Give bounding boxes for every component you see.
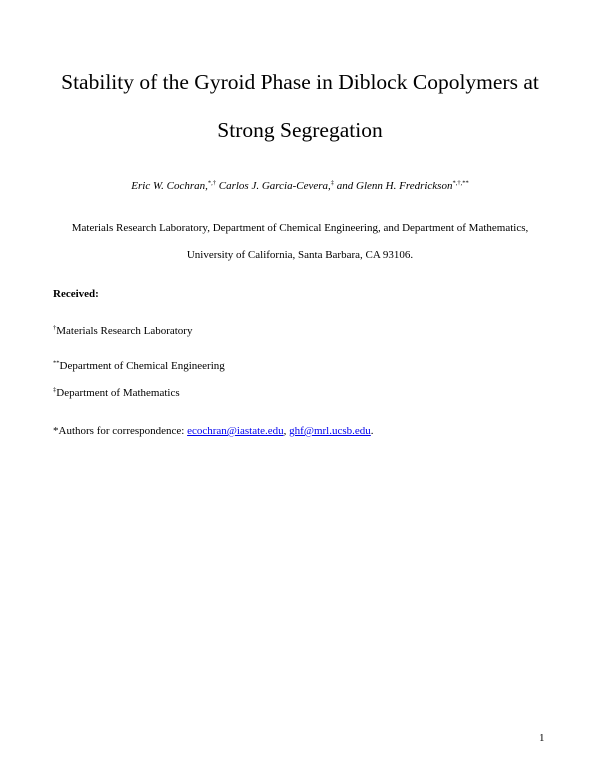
footnote-mark: ‡ — [53, 386, 57, 394]
author-name: Eric W. Cochran, — [131, 180, 208, 192]
correspondence-end: . — [370, 425, 374, 437]
footnote-text: Department of Chemical Engineering — [59, 360, 225, 372]
title-line-2: Strong Segregation — [217, 118, 383, 142]
author-name: Carlos J. Garcia-Cevera, — [218, 180, 331, 192]
footnote — [53, 360, 225, 372]
page-number: 1 — [539, 732, 545, 744]
footnote-text: Department of Mathematics — [56, 387, 180, 399]
footnote-text: Materials Research Laboratory — [56, 325, 193, 337]
received-label: Received: — [53, 288, 99, 300]
affiliation-line-2: University of California, Santa Barbara, CA 93106. — [186, 249, 414, 261]
email-separator: , — [283, 425, 290, 437]
footnote — [53, 325, 192, 337]
affiliation-line-1: Materials Research Laboratory, Department of Chemical Engineering, and Department of Mathematics, — [71, 222, 529, 234]
email-link-ecochran[interactable]: ecochran@iastate.edu — [187, 425, 284, 437]
footnote — [53, 387, 180, 399]
correspondence-label: *Authors for correspondence: — [53, 425, 188, 437]
author-list — [0, 180, 600, 192]
email-link-ghf[interactable]: ghf@mrl.ucsb.edu — [289, 425, 371, 437]
title-line-1: Stability of the Gyroid Phase in Diblock Copolymers at — [61, 70, 539, 94]
author-marks: *,†,** — [452, 179, 469, 187]
author-name: and Glenn H. Fredrickson — [336, 180, 453, 192]
footnote-mark: † — [53, 324, 57, 332]
correspondence-line — [53, 425, 374, 437]
author-marks: *,† — [207, 179, 216, 187]
footnote-mark: ** — [53, 359, 60, 367]
author-marks: ‡ — [330, 179, 335, 187]
